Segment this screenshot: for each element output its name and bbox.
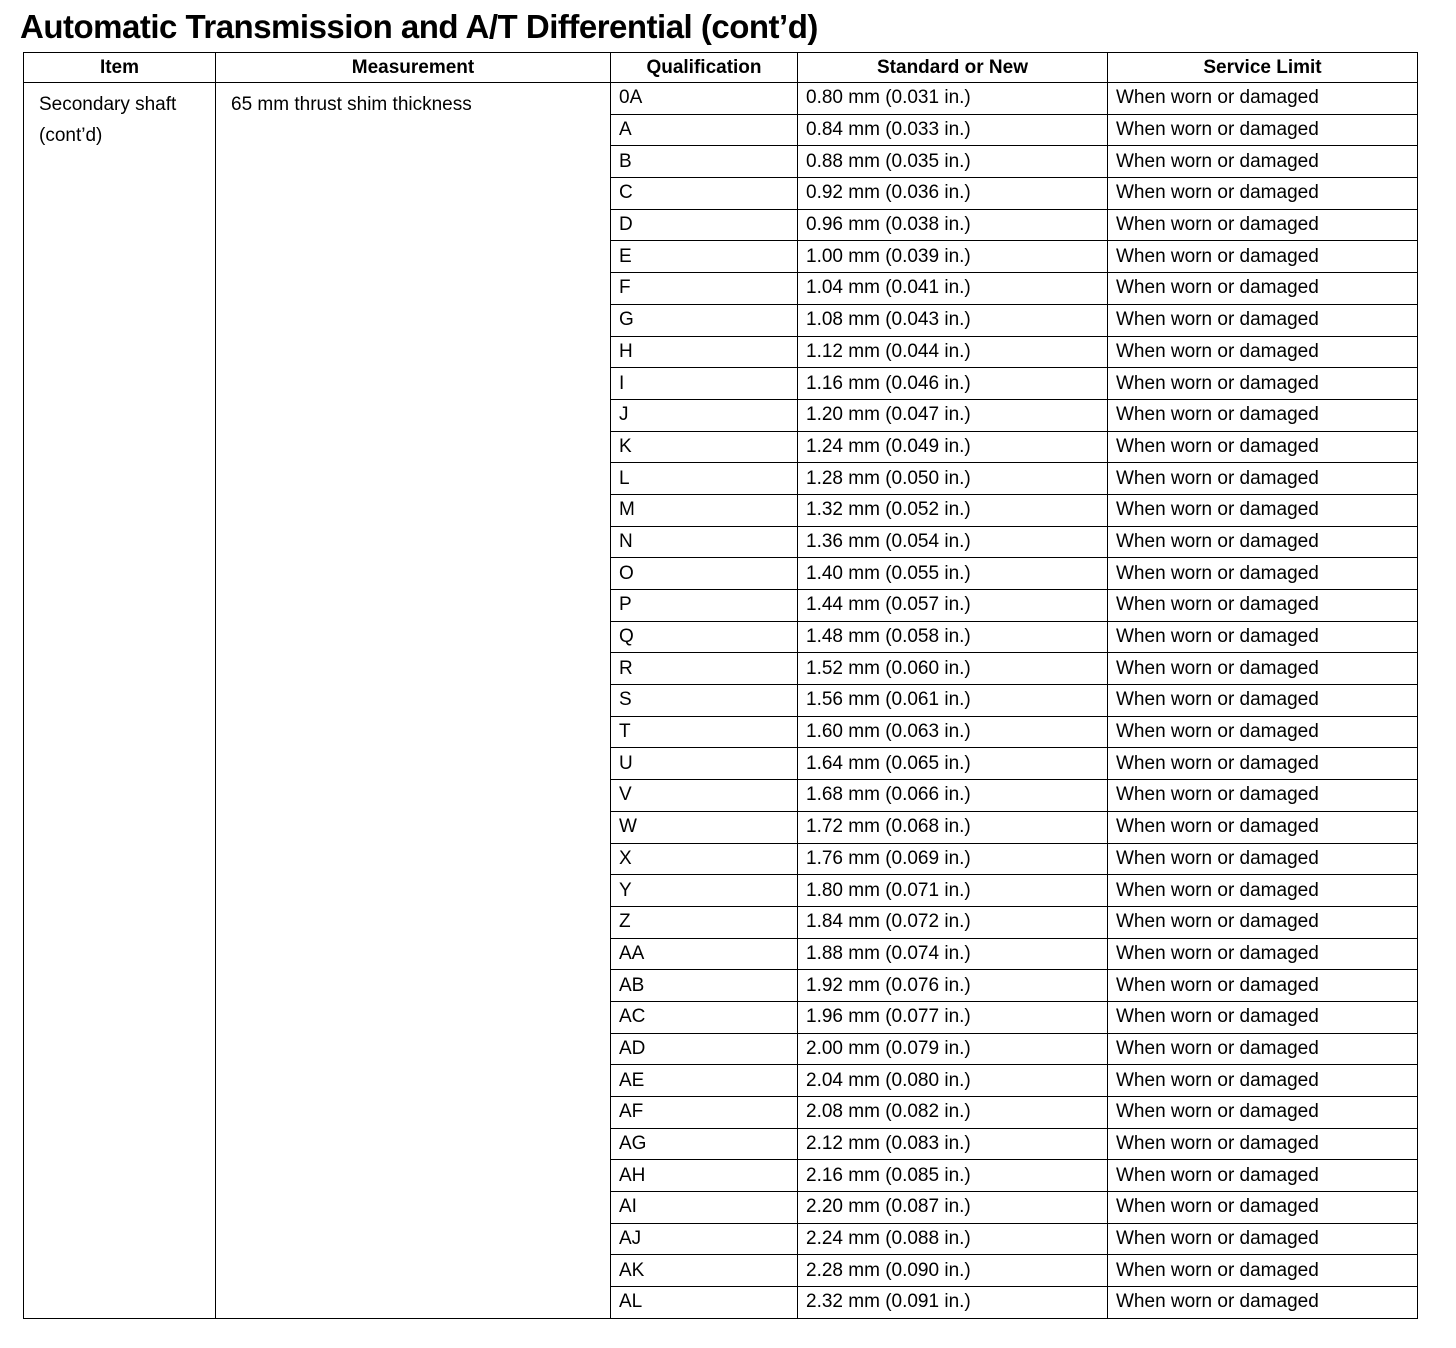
qualification-cell: X xyxy=(611,843,798,875)
qualification-cell: AK xyxy=(611,1255,798,1287)
qualification-cell: M xyxy=(611,494,798,526)
service-limit-cell: When worn or damaged xyxy=(1108,336,1418,368)
qualification-cell: AC xyxy=(611,1001,798,1033)
standard-cell: 1.08 mm (0.043 in.) xyxy=(798,304,1108,336)
standard-cell: 1.12 mm (0.044 in.) xyxy=(798,336,1108,368)
qualification-cell: Y xyxy=(611,875,798,907)
qualification-cell: Z xyxy=(611,906,798,938)
standard-cell: 1.44 mm (0.057 in.) xyxy=(798,590,1108,622)
standard-cell: 1.52 mm (0.060 in.) xyxy=(798,653,1108,685)
standard-cell: 1.00 mm (0.039 in.) xyxy=(798,241,1108,273)
standard-cell: 1.60 mm (0.063 in.) xyxy=(798,716,1108,748)
standard-cell: 1.76 mm (0.069 in.) xyxy=(798,843,1108,875)
service-limit-cell: When worn or damaged xyxy=(1108,241,1418,273)
qualification-cell: K xyxy=(611,431,798,463)
service-limit-cell: When worn or damaged xyxy=(1108,748,1418,780)
header-item: Item xyxy=(24,53,216,83)
service-limit-cell: When worn or damaged xyxy=(1108,875,1418,907)
qualification-cell: S xyxy=(611,685,798,717)
qualification-cell: C xyxy=(611,178,798,210)
qualification-cell: AI xyxy=(611,1192,798,1224)
header-service-limit: Service Limit xyxy=(1108,53,1418,83)
service-limit-cell: When worn or damaged xyxy=(1108,621,1418,653)
standard-cell: 0.84 mm (0.033 in.) xyxy=(798,114,1108,146)
standard-cell: 1.80 mm (0.071 in.) xyxy=(798,875,1108,907)
table-row xyxy=(24,83,1418,115)
service-limit-cell: When worn or damaged xyxy=(1108,1065,1418,1097)
qualification-cell: I xyxy=(611,368,798,400)
service-limit-cell: When worn or damaged xyxy=(1108,1255,1418,1287)
service-limit-cell: When worn or damaged xyxy=(1108,146,1418,178)
standard-cell: 1.16 mm (0.046 in.) xyxy=(798,368,1108,400)
service-limit-cell: When worn or damaged xyxy=(1108,431,1418,463)
qualification-cell: O xyxy=(611,558,798,590)
standard-cell: 2.20 mm (0.087 in.) xyxy=(798,1192,1108,1224)
header-measurement: Measurement xyxy=(216,53,611,83)
service-limit-cell: When worn or damaged xyxy=(1108,1033,1418,1065)
header-qualification: Qualification xyxy=(611,53,798,83)
qualification-cell: F xyxy=(611,273,798,305)
standard-cell: 2.04 mm (0.080 in.) xyxy=(798,1065,1108,1097)
service-limit-cell: When worn or damaged xyxy=(1108,1223,1418,1255)
service-limit-cell: When worn or damaged xyxy=(1108,1160,1418,1192)
standard-cell: 2.32 mm (0.091 in.) xyxy=(798,1287,1108,1319)
standard-cell: 1.68 mm (0.066 in.) xyxy=(798,780,1108,812)
qualification-cell: J xyxy=(611,399,798,431)
header-row xyxy=(24,53,1418,83)
qualification-cell: D xyxy=(611,209,798,241)
service-limit-cell: When worn or damaged xyxy=(1108,1097,1418,1129)
qualification-cell: L xyxy=(611,463,798,495)
service-limit-cell: When worn or damaged xyxy=(1108,653,1418,685)
standard-cell: 1.48 mm (0.058 in.) xyxy=(798,621,1108,653)
service-limit-cell: When worn or damaged xyxy=(1108,494,1418,526)
qualification-cell: AJ xyxy=(611,1223,798,1255)
service-limit-cell: When worn or damaged xyxy=(1108,938,1418,970)
service-limit-cell: When worn or damaged xyxy=(1108,368,1418,400)
service-limit-cell: When worn or damaged xyxy=(1108,399,1418,431)
service-limit-cell: When worn or damaged xyxy=(1108,526,1418,558)
standard-cell: 1.24 mm (0.049 in.) xyxy=(798,431,1108,463)
qualification-cell: R xyxy=(611,653,798,685)
qualification-cell: AF xyxy=(611,1097,798,1129)
service-limit-cell: When worn or damaged xyxy=(1108,558,1418,590)
service-limit-cell: When worn or damaged xyxy=(1108,811,1418,843)
standard-cell: 2.12 mm (0.083 in.) xyxy=(798,1128,1108,1160)
qualification-cell: E xyxy=(611,241,798,273)
standard-cell: 1.20 mm (0.047 in.) xyxy=(798,399,1108,431)
qualification-cell: W xyxy=(611,811,798,843)
service-limit-cell: When worn or damaged xyxy=(1108,780,1418,812)
standard-cell: 1.72 mm (0.068 in.) xyxy=(798,811,1108,843)
standard-cell: 1.56 mm (0.061 in.) xyxy=(798,685,1108,717)
standard-cell: 2.00 mm (0.079 in.) xyxy=(798,1033,1108,1065)
standard-cell: 1.04 mm (0.041 in.) xyxy=(798,273,1108,305)
standard-cell: 1.32 mm (0.052 in.) xyxy=(798,494,1108,526)
service-limit-cell: When worn or damaged xyxy=(1108,178,1418,210)
service-limit-cell: When worn or damaged xyxy=(1108,590,1418,622)
qualification-cell: AA xyxy=(611,938,798,970)
service-limit-cell: When worn or damaged xyxy=(1108,83,1418,115)
standard-cell: 1.84 mm (0.072 in.) xyxy=(798,906,1108,938)
service-limit-cell: When worn or damaged xyxy=(1108,716,1418,748)
service-limit-cell: When worn or damaged xyxy=(1108,114,1418,146)
qualification-cell: T xyxy=(611,716,798,748)
service-limit-cell: When worn or damaged xyxy=(1108,1287,1418,1319)
qualification-cell: AD xyxy=(611,1033,798,1065)
standard-cell: 1.92 mm (0.076 in.) xyxy=(798,970,1108,1002)
standard-cell: 0.80 mm (0.031 in.) xyxy=(798,83,1108,115)
standard-cell: 0.88 mm (0.035 in.) xyxy=(798,146,1108,178)
qualification-cell: Q xyxy=(611,621,798,653)
standard-cell: 1.64 mm (0.065 in.) xyxy=(798,748,1108,780)
standard-cell: 0.96 mm (0.038 in.) xyxy=(798,209,1108,241)
service-limit-cell: When worn or damaged xyxy=(1108,1128,1418,1160)
page-title: Automatic Transmission and A/T Differential (cont’d) xyxy=(20,8,818,45)
qualification-cell: AB xyxy=(611,970,798,1002)
standard-cell: 1.28 mm (0.050 in.) xyxy=(798,463,1108,495)
qualification-cell: AG xyxy=(611,1128,798,1160)
header-standard: Standard or New xyxy=(798,53,1108,83)
qualification-cell: V xyxy=(611,780,798,812)
standard-cell: 1.36 mm (0.054 in.) xyxy=(798,526,1108,558)
service-limit-cell: When worn or damaged xyxy=(1108,463,1418,495)
qualification-cell: 0A xyxy=(611,83,798,115)
standard-cell: 1.96 mm (0.077 in.) xyxy=(798,1001,1108,1033)
standard-cell: 0.92 mm (0.036 in.) xyxy=(798,178,1108,210)
standard-cell: 2.08 mm (0.082 in.) xyxy=(798,1097,1108,1129)
service-limit-cell: When worn or damaged xyxy=(1108,843,1418,875)
item-cell: Secondary shaft (cont’d) xyxy=(24,83,216,1319)
qualification-cell: N xyxy=(611,526,798,558)
qualification-cell: A xyxy=(611,114,798,146)
measurement-cell: 65 mm thrust shim thickness xyxy=(216,83,611,1319)
qualification-cell: B xyxy=(611,146,798,178)
service-limit-cell: When worn or damaged xyxy=(1108,1001,1418,1033)
qualification-cell: H xyxy=(611,336,798,368)
standard-cell: 2.16 mm (0.085 in.) xyxy=(798,1160,1108,1192)
qualification-cell: AL xyxy=(611,1287,798,1319)
service-limit-cell: When worn or damaged xyxy=(1108,1192,1418,1224)
standard-cell: 2.24 mm (0.088 in.) xyxy=(798,1223,1108,1255)
service-limit-cell: When worn or damaged xyxy=(1108,304,1418,336)
qualification-cell: AH xyxy=(611,1160,798,1192)
qualification-cell: AE xyxy=(611,1065,798,1097)
standard-cell: 2.28 mm (0.090 in.) xyxy=(798,1255,1108,1287)
standard-cell: 1.88 mm (0.074 in.) xyxy=(798,938,1108,970)
qualification-cell: U xyxy=(611,748,798,780)
qualification-cell: P xyxy=(611,590,798,622)
service-limit-cell: When worn or damaged xyxy=(1108,685,1418,717)
service-limit-cell: When worn or damaged xyxy=(1108,209,1418,241)
spec-table xyxy=(23,52,1418,1319)
service-limit-cell: When worn or damaged xyxy=(1108,970,1418,1002)
service-limit-cell: When worn or damaged xyxy=(1108,273,1418,305)
service-limit-cell: When worn or damaged xyxy=(1108,906,1418,938)
qualification-cell: G xyxy=(611,304,798,336)
standard-cell: 1.40 mm (0.055 in.) xyxy=(798,558,1108,590)
